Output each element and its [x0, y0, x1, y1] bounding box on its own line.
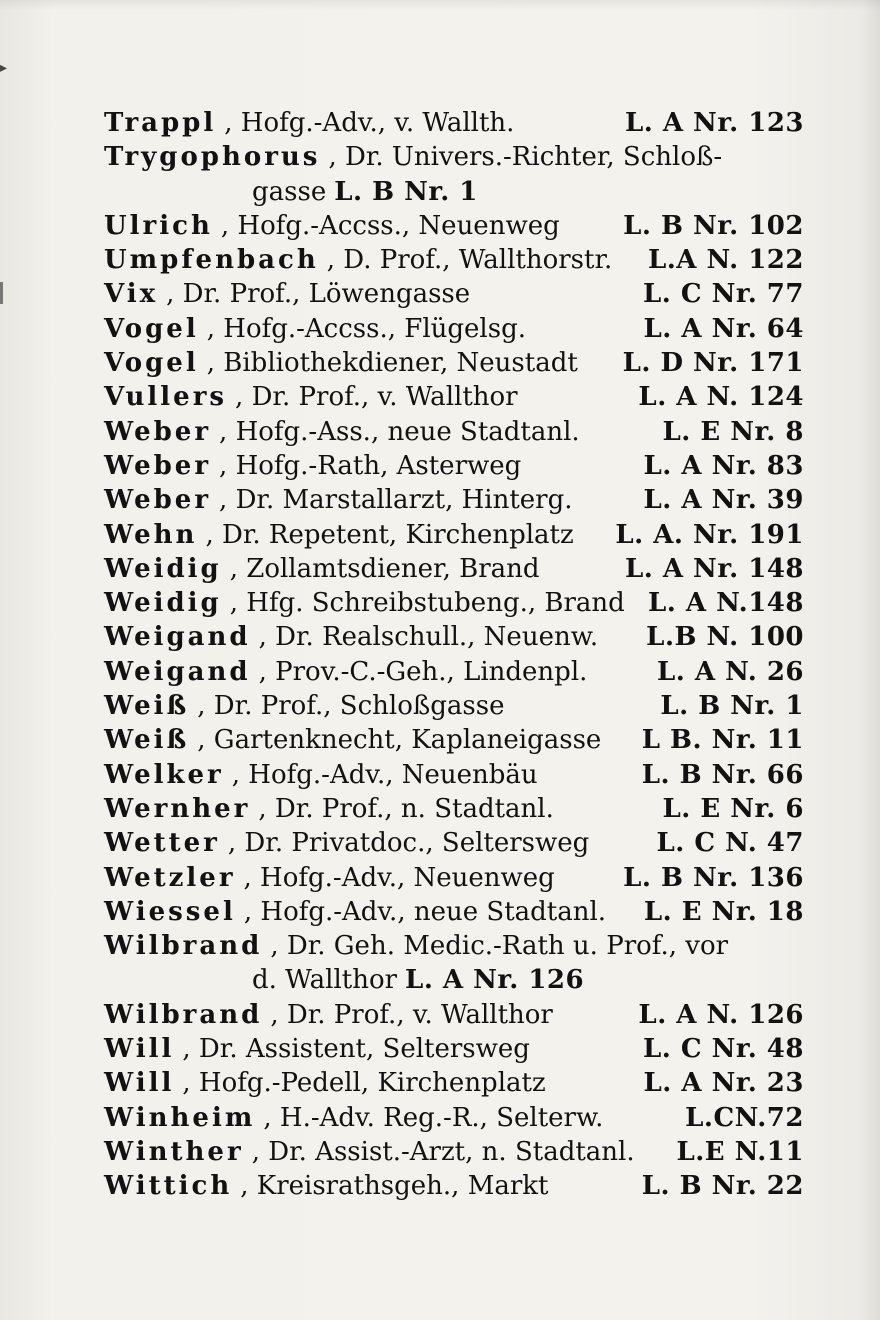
entry-address: L. B Nr. 102	[623, 210, 804, 241]
entry-name: Wittich	[104, 1171, 233, 1202]
entry-name: Weidig	[104, 588, 222, 619]
entry-name: Will	[104, 1068, 175, 1099]
entry-name: Trappl	[104, 108, 217, 138]
entry-address: L. C Nr. 48	[643, 1034, 804, 1065]
entry-address: L. A N. 124	[638, 382, 804, 413]
entry-details: , Prov.-C.-Geh., Lindenpl.	[258, 656, 588, 687]
directory-entry	[104, 586, 804, 620]
entry-name: Wilbrand	[104, 931, 263, 962]
entry-address: L. E Nr. 18	[643, 896, 804, 927]
directory-entry	[104, 758, 804, 792]
entry-details: , Dr. Realschull., Neuenw.	[258, 622, 599, 653]
entry-address: L. B Nr. 1	[660, 691, 804, 722]
entry-details: , Hofg.-Ass., neue Stadtanl.	[219, 416, 580, 447]
entry-name: Wetter	[104, 828, 220, 859]
entry-details: , Hofg.-Rath, Asterweg	[219, 450, 522, 481]
directory-entry	[104, 998, 804, 1032]
directory-entry	[104, 1066, 804, 1100]
entry-address: L B. Nr. 11	[641, 725, 804, 756]
directory-entry	[104, 415, 804, 449]
directory-entry	[104, 346, 804, 380]
entry-address: L. A N. 26	[657, 656, 804, 687]
entry-address: L. A Nr. 123	[624, 108, 804, 138]
entry-details: , Dr. Assist.-Arzt, n. Stadtanl.	[251, 1136, 635, 1167]
entry-address: L. E Nr. 8	[662, 416, 804, 447]
entry-name: Umpfenbach	[104, 245, 319, 276]
entry-address: L. B Nr. 66	[641, 759, 804, 790]
entry-address: L. E Nr. 6	[662, 793, 804, 824]
entry-details: , Dr. Prof., Schloßgasse	[197, 691, 505, 722]
entry-name: Weigand	[104, 622, 251, 653]
entry-name: Winther	[104, 1136, 244, 1167]
directory-entry	[104, 929, 804, 963]
entry-details: , Hofg.-Pedell, Kirchenplatz	[182, 1068, 546, 1099]
entry-details: , D. Prof., Wallthorstr.	[326, 245, 613, 276]
entry-name: Wehn	[104, 519, 198, 550]
entry-address: L. D Nr. 171	[622, 348, 804, 379]
entry-name: Vix	[104, 279, 159, 310]
directory-entry	[104, 792, 804, 826]
entry-address: L. B Nr. 1	[334, 176, 478, 207]
entry-details: , Hofg.-Adv., neue Stadtanl.	[243, 896, 607, 927]
entry-details: , H.-Adv. Reg.-R., Selterw.	[263, 1102, 604, 1133]
entry-name: Winheim	[104, 1102, 256, 1133]
directory-entries	[104, 106, 804, 1204]
directory-entry	[104, 380, 804, 414]
margin-mark: ▸	[0, 60, 8, 76]
directory-entry	[104, 243, 804, 277]
entry-details: , Dr. Univers.-Richter, Schloß-	[328, 142, 723, 173]
entry-address: L.E N.11	[676, 1136, 804, 1167]
directory-entry	[104, 1135, 804, 1169]
entry-details: , Dr. Prof., v. Wallthor	[235, 382, 518, 413]
directory-entry	[104, 209, 804, 243]
directory-entry	[104, 140, 804, 174]
directory-entry	[104, 552, 804, 586]
entry-details: , Hofg.-Adv., v. Wallth.	[224, 108, 515, 138]
entry-details: , Dr. Prof., Löwengasse	[166, 279, 471, 310]
entry-name: Wilbrand	[104, 999, 263, 1030]
entry-details: , Zollamtsdiener, Brand	[229, 553, 540, 584]
directory-entry	[104, 826, 804, 860]
entry-details: , Dr. Assistent, Seltersweg	[182, 1034, 530, 1065]
entry-address: L. A Nr. 64	[643, 313, 804, 344]
entry-details: , Dr. Privatdoc., Seltersweg	[227, 828, 590, 859]
directory-entry-continuation	[104, 963, 804, 997]
directory-entry	[104, 449, 804, 483]
directory-entry	[104, 277, 804, 311]
entry-details: , Dr. Marstallarzt, Hinterg.	[219, 485, 573, 516]
entry-details: , Hofg.-Adv., Neuenweg	[243, 862, 555, 893]
entry-address: L. A Nr. 39	[643, 485, 804, 516]
entry-details: , Kreisrathsgeh., Markt	[240, 1171, 549, 1202]
entry-name: Weidig	[104, 553, 222, 584]
entry-address: L. A N. 126	[638, 999, 804, 1030]
entry-name: Weber	[104, 485, 212, 516]
entry-details: , Dr. Prof., n. Stadtanl.	[258, 793, 554, 824]
entry-address: L. C N. 47	[656, 828, 804, 859]
entry-name: Weiß	[104, 691, 190, 722]
entry-details: d. Wallthor	[252, 965, 398, 996]
entry-details: gasse	[252, 176, 327, 207]
entry-details: , Gartenknecht, Kaplaneigasse	[197, 725, 602, 756]
entry-name: Will	[104, 1034, 175, 1065]
entry-details: , Bibliothekdiener, Neustadt	[206, 348, 578, 379]
directory-entry	[104, 518, 804, 552]
entry-name: Weber	[104, 416, 212, 447]
entry-details: , Dr. Repetent, Kirchenplatz	[205, 519, 574, 550]
entry-address: L. A Nr. 83	[643, 450, 804, 481]
entry-address: L.CN.72	[685, 1102, 804, 1133]
entry-name: Wiessel	[104, 896, 236, 927]
page-top-shadow	[0, 0, 880, 10]
entry-address: L. A Nr. 23	[643, 1068, 804, 1099]
entry-name: Ulrich	[104, 210, 213, 241]
directory-entry	[104, 895, 804, 929]
directory-entry	[104, 689, 804, 723]
entry-address: L. A. Nr. 191	[615, 519, 804, 550]
entry-name: Weigand	[104, 656, 251, 687]
directory-entry	[104, 620, 804, 654]
entry-address: L. C Nr. 77	[643, 279, 804, 310]
entry-name: Wetzler	[104, 862, 236, 893]
directory-entry	[104, 1032, 804, 1066]
directory-entry	[104, 483, 804, 517]
directory-entry-continuation	[104, 175, 804, 209]
entry-name: Vullers	[104, 382, 228, 413]
margin-mark	[0, 282, 3, 304]
entry-address: L. A Nr. 148	[624, 553, 804, 584]
entry-details: , Hofg.-Adv., Neuenbäu	[231, 759, 538, 790]
page-right-shadow	[862, 0, 880, 1320]
directory-entry	[104, 312, 804, 346]
entry-address: L. A N.148	[647, 588, 804, 619]
entry-address: L. A Nr. 126	[405, 965, 585, 996]
entry-details: , Hofg.-Accss., Neuenweg	[220, 210, 560, 241]
entry-address: L. B Nr. 136	[623, 862, 804, 893]
entry-details: , Dr. Prof., v. Wallthor	[270, 999, 553, 1030]
entry-name: Welker	[104, 759, 224, 790]
directory-entry	[104, 723, 804, 757]
entry-address: L.A N. 122	[647, 245, 804, 276]
entry-details: , Hofg.-Accss., Flügelsg.	[206, 313, 526, 344]
directory-entry	[104, 861, 804, 895]
directory-entry	[104, 1169, 804, 1203]
entry-name: Vogel	[104, 348, 199, 379]
directory-entry	[104, 655, 804, 689]
entry-name: Trygophorus	[104, 142, 321, 173]
entry-details: , Hfg. Schreibstubeng., Brand	[229, 588, 625, 619]
entry-address: L. B Nr. 22	[641, 1171, 804, 1202]
entry-name: Wernher	[104, 793, 251, 824]
directory-entry	[104, 1101, 804, 1135]
entry-name: Weber	[104, 450, 212, 481]
entry-details: , Dr. Geh. Medic.-Rath u. Prof., vor	[270, 931, 729, 962]
entry-name: Weiß	[104, 725, 190, 756]
entry-address: L.B N. 100	[646, 622, 804, 653]
entry-name: Vogel	[104, 313, 199, 344]
directory-entry	[104, 106, 804, 140]
